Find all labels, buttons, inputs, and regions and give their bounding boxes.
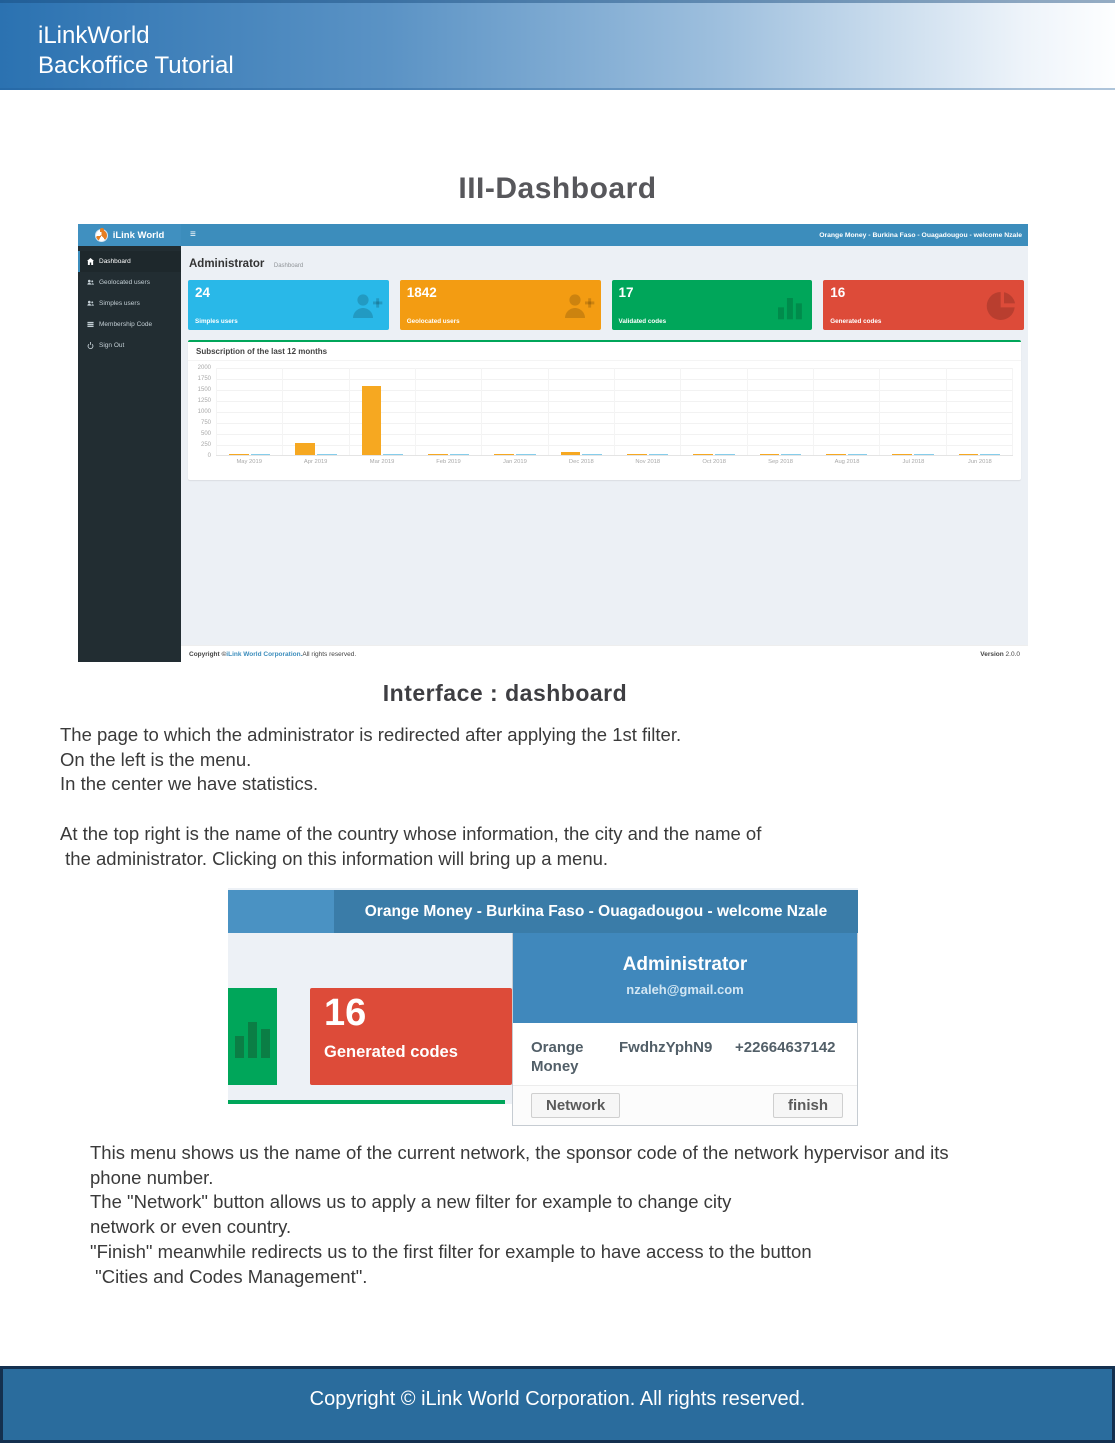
bar-group [548, 368, 614, 455]
bar-subscriptions [693, 454, 713, 455]
y-tick-label: 1750 [197, 376, 211, 382]
chart-panel-fragment [228, 1104, 512, 1126]
stat-value: 17 [618, 285, 634, 300]
subscription-chart-panel [188, 340, 1021, 480]
user-menu-header [513, 933, 857, 1023]
x-tick-label: Aug 2018 [834, 459, 860, 465]
generated-codes-card [310, 988, 512, 1085]
paragraph-line: the administrator. Clicking on this information will bring up a menu. [60, 847, 609, 869]
footer-version [980, 651, 1020, 658]
x-tick-label: Oct 2018 [702, 459, 726, 465]
bar-secondary [582, 454, 602, 455]
bar-group [282, 368, 348, 455]
stat-card-validated-codes [612, 280, 813, 330]
navbar-left-segment [228, 890, 334, 933]
sidebar-item-dashboard[interactable] [78, 251, 181, 272]
brand-name: iLink World [112, 229, 165, 241]
bar-group [614, 368, 680, 455]
sidebar-item-membership-code[interactable] [78, 314, 181, 335]
y-tick-label: 500 [200, 431, 211, 437]
user-menu-screenshot [228, 888, 858, 1126]
bar-secondary [848, 454, 868, 455]
bar-secondary [914, 454, 934, 455]
bar-group [415, 368, 481, 455]
x-tick-label: Nov 2018 [635, 459, 661, 465]
chart-title: Subscription of the last 12 months [188, 342, 1021, 361]
bar-secondary [383, 454, 403, 455]
sidebar-item-label: Dashboard [99, 258, 131, 265]
sidebar-item-sign-out[interactable] [78, 335, 181, 356]
section-title: III-Dashboard [458, 172, 657, 205]
x-tick-label: Dec 2018 [568, 459, 594, 465]
dashboard-content [181, 246, 1028, 645]
paragraph-line: phone number. [90, 1166, 214, 1188]
sidebar-item-label: Sign Out [99, 342, 125, 349]
paragraph-line: In the center we have statistics. [60, 773, 319, 795]
user-menu-footer [513, 1085, 857, 1125]
bar-secondary [649, 454, 669, 455]
paragraph-line: "Cities and Codes Management". [90, 1265, 368, 1287]
ilink-logo-icon [95, 229, 108, 242]
finish-button[interactable]: finish [773, 1093, 843, 1118]
page-footer: Copyright © iLink World Corporation. All rights reserved. [0, 1366, 1115, 1443]
x-tick-label: Mar 2019 [369, 459, 395, 465]
stat-label: Generated codes [830, 318, 882, 325]
bar-subscriptions [959, 454, 979, 455]
sidebar-item-simples-users[interactable] [78, 293, 181, 314]
paragraph-line: network or even country. [90, 1216, 292, 1238]
bar-secondary [715, 454, 735, 455]
paragraph-line [60, 797, 761, 822]
page-title: Administrator [189, 258, 265, 270]
sidebar-item-label: Geolocated users [99, 279, 150, 286]
bar-subscriptions [362, 386, 382, 455]
power-icon [87, 342, 94, 349]
bar-chart-icon [774, 290, 806, 322]
bar-group [680, 368, 746, 455]
bar-subscriptions [627, 454, 647, 455]
sponsor-code: FwdhzYphN9 [619, 1039, 713, 1056]
y-tick-label: 250 [200, 442, 211, 448]
stat-value: 16 [830, 285, 846, 300]
users-icon [87, 300, 94, 307]
network-button[interactable]: Network [531, 1093, 620, 1118]
dashboard-screenshot [78, 224, 1028, 662]
chart-y-axis [192, 365, 216, 459]
sidebar-item-geolocated-users[interactable] [78, 272, 181, 293]
bar-subscriptions [760, 454, 780, 455]
network-name: Orange Money [531, 1039, 584, 1075]
y-tick-label: 1250 [197, 398, 211, 404]
user-menu-title: Administrator [622, 954, 748, 975]
chart-x-labels [216, 459, 1013, 465]
footer-copyright-suffix: All rights reserved. [302, 650, 357, 658]
bar-subscriptions [494, 454, 514, 455]
tutorial-brand: iLinkWorld [38, 22, 150, 49]
stat-value: 24 [195, 285, 211, 300]
user-plus-icon [351, 290, 383, 322]
paragraph-line: "Finish" meanwhile redirects us to the first filter for example to have access to the button [90, 1240, 812, 1262]
y-tick-label: 1000 [197, 409, 211, 415]
user-dropdown-menu [512, 933, 858, 1126]
bar-group [216, 368, 282, 455]
bar-secondary [980, 454, 1000, 455]
phone-number: +22664637142 [735, 1039, 836, 1056]
bar-group [946, 368, 1013, 455]
x-tick-label: Jun 2018 [967, 459, 992, 465]
hamburger-menu-icon[interactable]: ≡ [190, 229, 196, 240]
footer-company-link[interactable]: iLink World Corporation. [226, 650, 303, 658]
table-icon [87, 321, 94, 328]
paragraph-line: This menu shows us the name of the current network, the sponsor code of the network hypervisor and its [90, 1142, 949, 1163]
stat-label: Generated codes [324, 1043, 458, 1061]
y-tick-label: 0 [207, 453, 211, 459]
footer-copyright-prefix: Copyright © [189, 650, 227, 658]
chart-groups [216, 368, 1013, 456]
bar-group [813, 368, 879, 455]
paragraph-line: The page to which the administrator is redirected after applying the 1st filter. [60, 724, 682, 745]
x-tick-label: Apr 2019 [303, 459, 328, 465]
bar-group [481, 368, 547, 455]
stat-card-generated-codes [823, 280, 1024, 330]
bar-secondary [781, 454, 801, 455]
popup-navbar [228, 890, 858, 933]
stat-label: Simples users [195, 318, 238, 325]
y-tick-label: 2000 [197, 365, 211, 371]
chart-body [188, 361, 1021, 465]
breadcrumb: Dashboard [273, 263, 304, 269]
user-menu-body [513, 1023, 857, 1085]
y-tick-label: 750 [200, 420, 211, 426]
x-tick-label: Jul 2018 [902, 459, 925, 465]
tutorial-subbrand: Backoffice Tutorial [38, 52, 234, 79]
paragraph-block-1 [60, 723, 761, 871]
stat-value: 16 [324, 992, 367, 1034]
pie-chart-icon [986, 290, 1018, 322]
screenshot-caption: Interface : dashboard [382, 680, 628, 706]
x-tick-label: Feb 2019 [436, 459, 461, 465]
y-tick-label: 1500 [197, 387, 211, 393]
validated-codes-card-fragment [228, 988, 277, 1085]
bar-group [349, 368, 415, 455]
bar-subscriptions [561, 452, 581, 455]
bar-subscriptions [229, 454, 249, 455]
dashboard-footer [181, 645, 1028, 662]
paragraph-line: The "Network" button allows us to apply a new filter for example to change city [90, 1191, 732, 1213]
stat-cards-row [188, 280, 1024, 330]
bar-subscriptions [892, 454, 912, 455]
x-tick-label: May 2019 [236, 459, 262, 465]
x-tick-label: Jan 2019 [502, 459, 527, 465]
stat-card-geolocated-users [400, 280, 601, 330]
bar-subscriptions [826, 454, 846, 455]
bar-group [879, 368, 945, 455]
users-icon [87, 279, 94, 286]
tutorial-header-banner [0, 0, 1115, 90]
bar-subscriptions [428, 454, 448, 455]
bar-group [747, 368, 813, 455]
user-menu-email: nzaleh@gmail.com [626, 982, 744, 997]
bar-secondary [516, 454, 536, 455]
bar-subscriptions [295, 443, 315, 455]
sidebar-item-label: Membership Code [99, 321, 153, 328]
user-plus-icon [563, 290, 595, 322]
home-icon [87, 258, 94, 265]
paragraph-line: On the left is the menu. [60, 748, 252, 770]
bar-secondary [450, 454, 470, 455]
stat-value: 1842 [406, 285, 437, 300]
stat-label: Validated codes [618, 318, 667, 325]
stat-label: Geolocated users [406, 318, 460, 325]
bar-secondary [251, 454, 271, 455]
version-value: 2.0.0 [1003, 650, 1020, 658]
navbar-user-info[interactable]: Orange Money - Burkina Faso - Ouagadougou - welcome Nzale [334, 890, 858, 933]
brand-logo[interactable] [78, 224, 181, 246]
paragraph-block-2 [90, 1141, 949, 1289]
bar-secondary [317, 454, 337, 455]
stat-card-simples-users [188, 280, 389, 330]
sidebar [78, 246, 181, 662]
version-label: Version [980, 650, 1004, 658]
x-tick-label: Sep 2018 [768, 459, 793, 465]
sidebar-item-label: Simples users [99, 300, 140, 307]
dashboard-top-navbar [78, 224, 1028, 246]
paragraph-line: At the top right is the name of the country whose information, the city and the name of [60, 822, 762, 844]
content-heading [189, 254, 1024, 272]
navbar-user-info[interactable]: Orange Money - Burkina Faso - Ouagadougou - welcome Nzale [819, 231, 1022, 239]
chart-plot [216, 368, 1013, 465]
bar-chart-icon [233, 1014, 273, 1060]
